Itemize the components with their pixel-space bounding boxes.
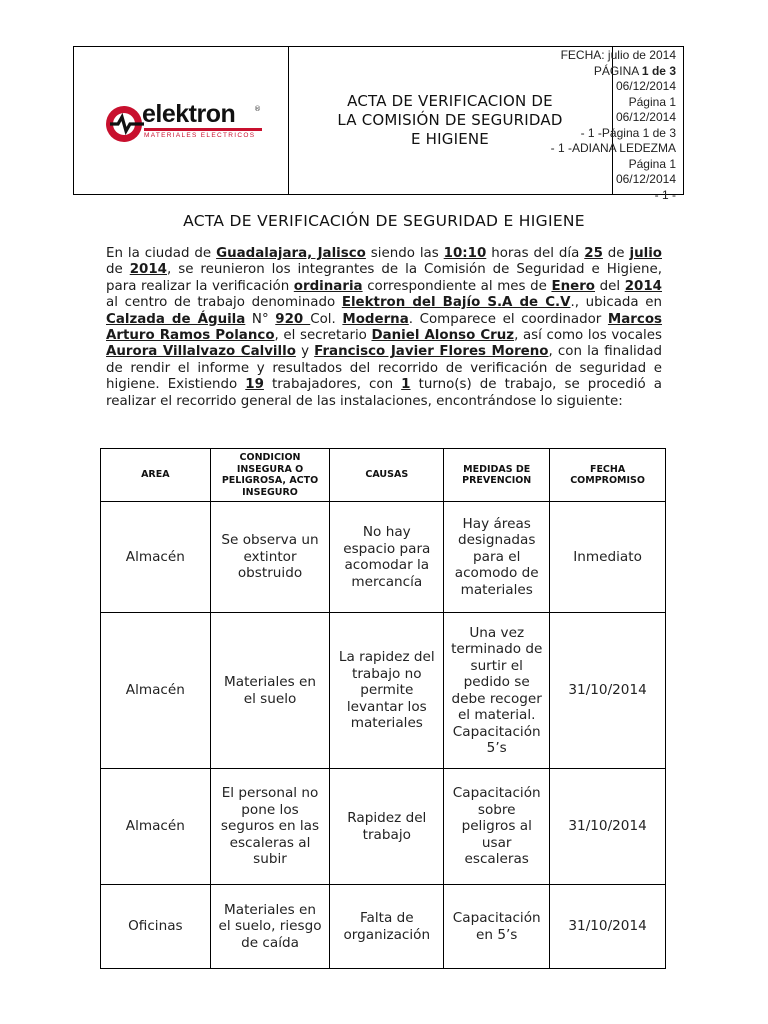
table-header-row	[101, 449, 666, 502]
cell-area: Almacén	[101, 769, 211, 885]
col-header-condicion: CONDICION INSEGURA O PELIGROSA, ACTO INSEGURO	[210, 449, 330, 502]
logo-subtitle: MATERIALES ELECTRICOS	[144, 132, 256, 139]
cell-condicion: El personal no pone los seguros en las escaleras al subir	[210, 769, 330, 885]
meta-line6: - 1 -Página 1 de 3	[580, 125, 676, 140]
coordinator-name: Marcos Arturo Ramos Polanco	[106, 311, 662, 344]
cell-condicion: Se observa un extintor obstruido	[210, 502, 330, 613]
cell-area: Almacén	[101, 613, 211, 769]
col-header-fecha: FECHA COMPROMISO	[550, 449, 666, 502]
cell-medidas: Una vez terminado de surtir el pedido se debe recoger el material. Capacitación 5’s	[444, 613, 550, 769]
cell-area: Almacén	[101, 502, 211, 613]
logo-emblem-icon	[104, 99, 144, 149]
meta-line10: - 1 -	[654, 187, 676, 202]
verification-type: ordinaria	[293, 278, 363, 294]
document-title: ACTA DE VERIFICACIÓN DE SEGURIDAD E HIGIENE	[183, 212, 585, 230]
table-row	[101, 769, 666, 885]
year2-value: 2014	[624, 278, 662, 294]
logo-cell	[74, 47, 289, 194]
year-value: 2014	[129, 262, 167, 278]
logo-bar	[144, 128, 262, 131]
cell-condicion: Materiales en el suelo, riesgo de caída	[210, 885, 330, 969]
cell-causas: No hay espacio para acomodar la mercancía	[330, 502, 444, 613]
month-value: julio	[629, 246, 662, 261]
header-meta	[476, 48, 676, 203]
city-value: Guadalajara, Jalisco	[216, 246, 366, 261]
street-value: Calzada de Águila	[106, 311, 246, 327]
vocal2-name: Francisco Javier Flores Moreno	[314, 344, 549, 360]
colony-value: Moderna	[342, 311, 409, 327]
cell-medidas: Hay áreas designadas para el acomodo de materiales	[444, 502, 550, 613]
header-meta-cell	[550, 47, 684, 202]
logo-wordmark: elektron	[142, 100, 236, 128]
meta-line9: 06/12/2014	[615, 172, 676, 186]
meta-line5: 06/12/2014	[615, 110, 676, 124]
table-row	[101, 885, 666, 969]
meta-line8: Página 1	[628, 156, 676, 171]
shifts-count: 1	[401, 377, 411, 393]
intro-paragraph: En la ciudad de Guadalajara, Jalisco siendo las 10:10 horas del día 25 de julio de 2014, se reunieron los integrantes de la Comisión de Seguridad e Higiene, para realizar la verificación ordinaria correspondiente al mes de Enero del 2014 al centro de trabajo denominado Elektron del Bajío S.A de C.V., ubicada en Calzada de Águila N° 920 Col. Moderna. Comparece el coordinador Marcos Arturo Ramos Polanco, el secretario Daniel Alonso Cruz, así como los vocales Aurora Villalvazo Calvillo y Francisco Javier Flores Moreno, con la finalidad de rendir el informe y resultados del recorrido de verificación de seguridad e higiene. Existiendo 19 trabajadores, con 1 turno(s) de trabajo, se procedió a realizar el recorrido general de las instalaciones, encontrándose lo siguiente:	[106, 246, 662, 409]
document-header	[73, 46, 684, 202]
company-logo	[104, 99, 284, 149]
company-value: Elektron del Bajío S.A de C.V	[341, 295, 571, 311]
street-number: 920	[275, 311, 311, 327]
cell-condicion: Materiales en el suelo	[210, 613, 330, 769]
findings-table	[100, 448, 666, 969]
meta-pagina: PÁGINA 1 de 3	[593, 63, 676, 78]
meta-line4: Página 1	[628, 94, 676, 109]
cell-medidas: Capacitación sobre peligros al usar escaleras	[444, 769, 550, 885]
cell-fecha: 31/10/2014	[550, 769, 666, 885]
table-row	[101, 613, 666, 769]
cell-fecha: 31/10/2014	[550, 613, 666, 769]
col-header-causas: CAUSAS	[330, 449, 444, 502]
meta-line7: - 1 -ADIANA LEDEZMA	[550, 141, 676, 155]
logo-registered-mark: ®	[254, 105, 261, 113]
cell-area: Oficinas	[101, 885, 211, 969]
col-header-area: AREA	[101, 449, 211, 502]
header-title: ACTA DE VERIFICACION DE LA COMISIÓN DE SEGURIDAD E HIGIENE	[337, 92, 563, 148]
cell-medidas: Capacitación en 5’s	[444, 885, 550, 969]
cell-causas: La rapidez del trabajo no permite levantar los materiales	[330, 613, 444, 769]
table-row	[101, 502, 666, 613]
day-value: 25	[584, 246, 603, 261]
cell-fecha: Inmediato	[550, 502, 666, 613]
secretary-name: Daniel Alonso Cruz	[371, 328, 515, 344]
col-header-medidas: MEDIDAS DE PREVENCION	[444, 449, 550, 502]
month2-value: Enero	[551, 278, 596, 294]
vocal1-name: Aurora Villalvazo Calvillo	[106, 344, 296, 360]
cell-fecha: 31/10/2014	[550, 885, 666, 969]
meta-line3: 06/12/2014	[615, 79, 676, 93]
cell-causas: Rapidez del trabajo	[330, 769, 444, 885]
workers-count: 19	[245, 377, 264, 393]
cell-causas: Falta de organización	[330, 885, 444, 969]
meta-fecha: FECHA: julio de 2014	[560, 48, 676, 62]
time-value: 10:10	[443, 246, 487, 261]
